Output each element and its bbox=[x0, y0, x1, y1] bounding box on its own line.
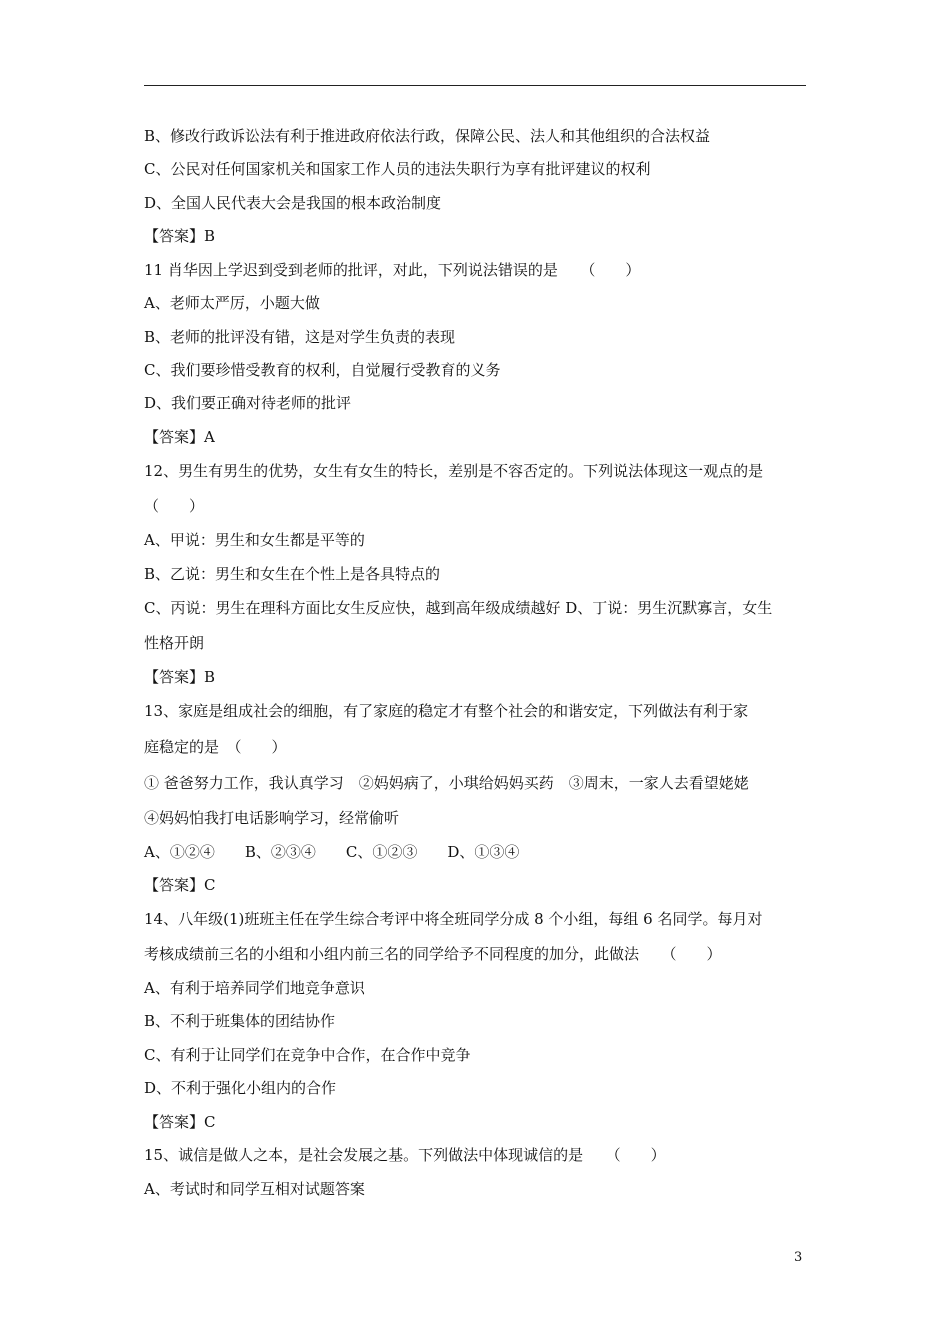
question-line: 14、八年级(1)班班主任在学生综合考评中将全班同学分成 8 个小组，每组 6 名同学。每月对 bbox=[144, 910, 763, 928]
question-line: 11 肖华因上学迟到受到老师的批评，对此，下列说法错误的是 （ ） bbox=[144, 261, 641, 279]
text-line: A、考试时和同学互相对试题答案 bbox=[144, 1180, 365, 1198]
text-line: 性格开朗 bbox=[144, 634, 205, 652]
answer-line: 【答案】C bbox=[144, 1113, 216, 1131]
text-line: 庭稳定的是 （ ） bbox=[144, 738, 287, 756]
question-line: 15、诚信是做人之本，是社会发展之基。下列做法中体现诚信的是 （ ） bbox=[144, 1146, 666, 1164]
text-line: A、甲说：男生和女生都是平等的 bbox=[144, 531, 365, 549]
page-number: 3 bbox=[794, 1250, 803, 1265]
text-line: 考核成绩前三名的小组和小组内前三名的同学给予不同程度的加分，此做法 （ ） bbox=[144, 945, 722, 963]
text-line: C、我们要珍惜受教育的权利，自觉履行受教育的义务 bbox=[144, 361, 501, 379]
answer-line: 【答案】B bbox=[144, 227, 216, 245]
text-line: D、我们要正确对待老师的批评 bbox=[144, 394, 352, 412]
answer-line: 【答案】B bbox=[144, 668, 216, 686]
text-line: A、①②④ B、②③④ C、①②③ D、①③④ bbox=[144, 843, 520, 861]
header-rule bbox=[144, 85, 806, 86]
answer-line: 【答案】C bbox=[144, 876, 216, 894]
text-line: （ ） bbox=[144, 497, 205, 515]
text-line: A、有利于培养同学们地竞争意识 bbox=[144, 979, 365, 997]
question-line: 13、家庭是组成社会的细胞，有了家庭的稳定才有整个社会的和谐安定，下列做法有利于家 bbox=[144, 702, 749, 720]
text-line: A、老师太严厉，小题大做 bbox=[144, 294, 320, 312]
text-line: D、不利于强化小组内的合作 bbox=[144, 1079, 337, 1097]
text-line: ① 爸爸努力工作，我认真学习 ②妈妈病了，小琪给妈妈买药 ③周末，一家人去看望姥姥 bbox=[144, 774, 749, 792]
text-line: B、乙说：男生和女生在个性上是各具特点的 bbox=[144, 565, 441, 583]
text-line: C、有利于让同学们在竞争中合作，在合作中竞争 bbox=[144, 1046, 471, 1064]
text-line: ④妈妈怕我打电话影响学习，经常偷听 bbox=[144, 809, 400, 827]
question-line: 12、男生有男生的优势，女生有女生的特长，差别是不容否定的。下列说法体现这一观点的是 bbox=[144, 462, 764, 480]
text-line: B、修改行政诉讼法有利于推进政府依法行政，保障公民、法人和其他组织的合法权益 bbox=[144, 127, 711, 145]
answer-line: 【答案】A bbox=[144, 428, 215, 446]
text-line: C、公民对任何国家机关和国家工作人员的违法失职行为享有批评建议的权利 bbox=[144, 160, 651, 178]
text-line: B、不利于班集体的团结协作 bbox=[144, 1012, 336, 1030]
text-line: D、全国人民代表大会是我国的根本政治制度 bbox=[144, 194, 442, 212]
text-line: B、老师的批评没有错，这是对学生负责的表现 bbox=[144, 328, 456, 346]
text-line: C、丙说：男生在理科方面比女生反应快，越到高年级成绩越好 D、丁说：男生沉默寡言，女生 bbox=[144, 599, 773, 617]
